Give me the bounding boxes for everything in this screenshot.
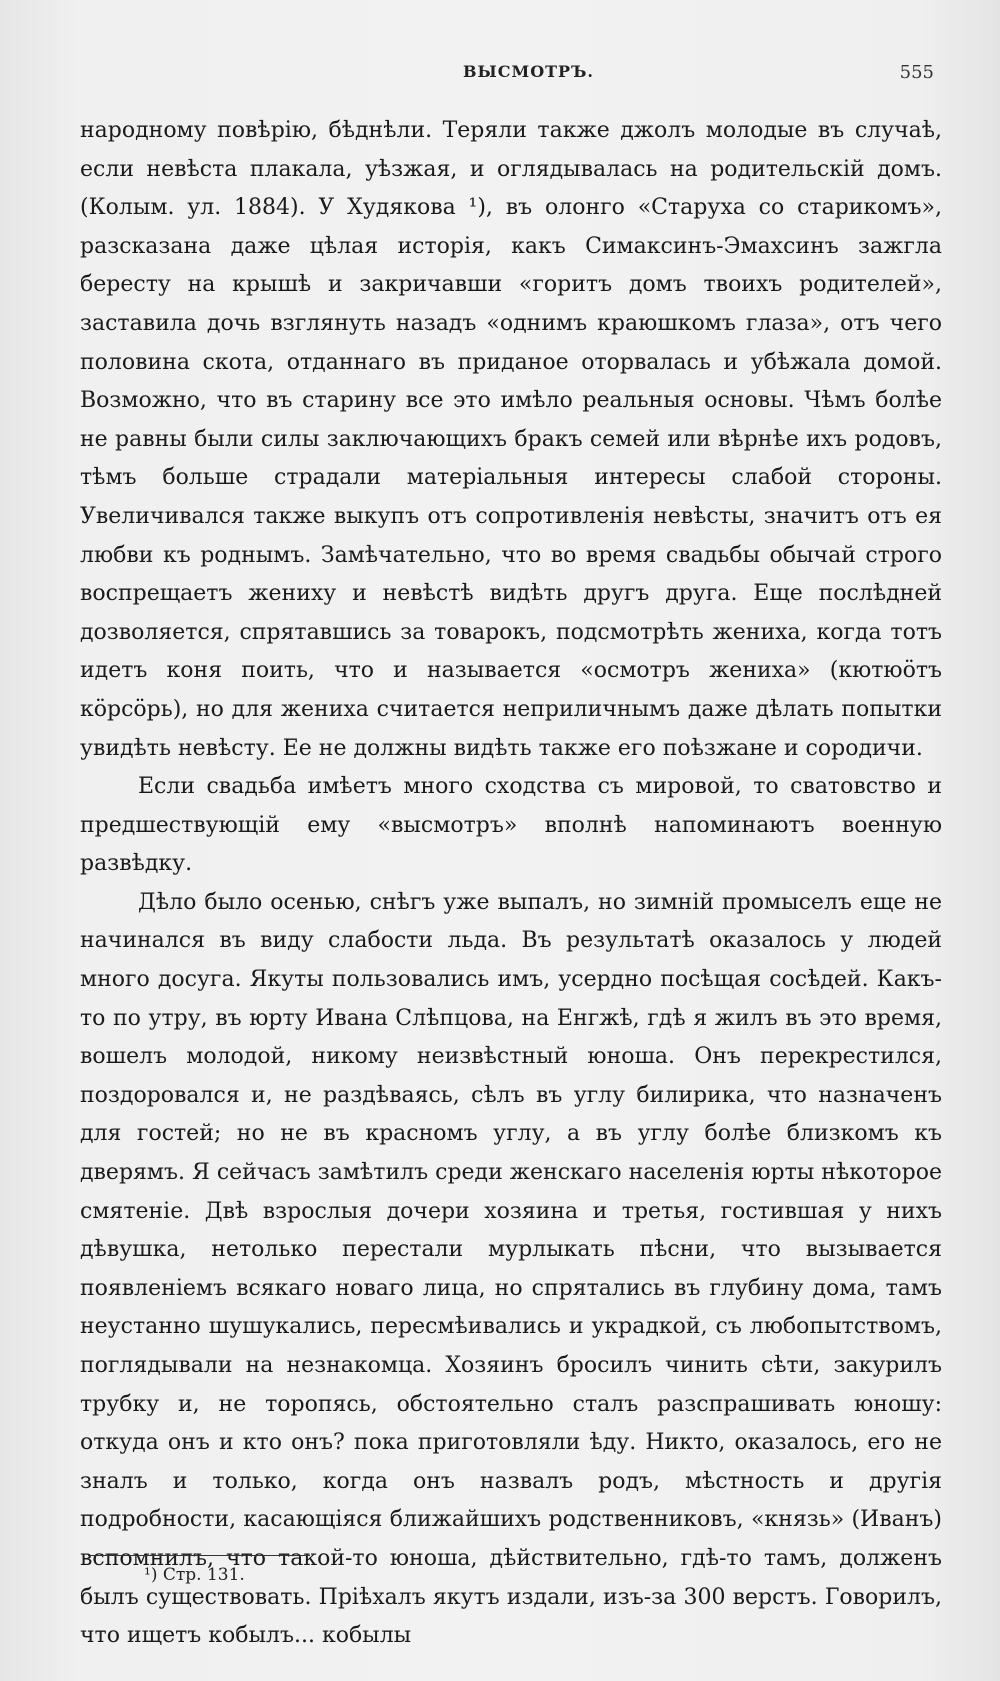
footnote-text: Стр. 131. bbox=[162, 1565, 245, 1585]
footnote bbox=[144, 1565, 245, 1585]
running-title: ВЫСМОТРЪ. bbox=[463, 62, 594, 81]
footnote-divider bbox=[88, 1555, 310, 1556]
paragraph-2: Если свадьба имѣетъ много сходства съ мировой, то сватовство и предшествующій ему «высмотръ» вполнѣ напоминаютъ военную развѣдку. bbox=[80, 774, 942, 877]
body-text bbox=[80, 112, 942, 1656]
footnote-marker: ¹) bbox=[144, 1565, 158, 1585]
page-number: 555 bbox=[899, 62, 934, 83]
paragraph-3: Дѣло было осенью, снѣгъ уже выпалъ, но зимній промыселъ еще не начинался въ виду слабости льда. Въ результатѣ оказалось у людей много досуга. Якуты пользовались имъ, усердно посѣщая сосѣдей. Какъ-то по утру, въ юрту Ивана Слѣпцова, на Енгжѣ, гдѣ я жилъ въ это время, вошелъ молодой, никому неизвѣстный юноша. Онъ перекрестился, поздоровался и, не раздѣваясь, сѣлъ въ углу билирика, что назначенъ для гостей; но не въ красномъ углу, а въ углу болѣе близкомъ къ дверямъ. Я сейчасъ замѣтилъ среди женскаго населенія юрты нѣкоторое смятеніе. Двѣ взрослыя дочери хозяина и третья, гостившая у нихъ дѣвушка, нетолько перестали мурлыкать пѣсни, что вызывается появленіемъ всякаго новаго лица, но спрятались въ глубину дома, тамъ неустанно шушукались, пересмѣивались и украдкой, съ любопытствомъ, поглядывали на незнакомца. Хозяинъ бросилъ чинить сѣти, закурилъ трубку и, не торопясь, обстоятельно сталъ разспрашивать юношу: откуда онъ и кто онъ? пока приготовляли ѣду. Никто, оказалось, его не зналъ и только, когда онъ назвалъ родъ, мѣстность и другія подробности, касающіяся ближайшихъ родственниковъ, «князь» (Иванъ) вспомнилъ, что такой-то юноша, дѣйствительно, гдѣ-то тамъ, долженъ былъ существовать. Пріѣхалъ якутъ издали, изъ-за 300 верстъ. Говорилъ, что ищетъ кобылъ... кобылы bbox=[80, 889, 942, 1649]
paragraph-1: народному повѣрію, бѣднѣли. Теряли также джолъ молодые въ случаѣ, если невѣста плакала, уѣзжая, и оглядывалась на родительскій домъ. (Колым. ул. 1884). У Худякова ¹), въ олонго «Старуха со старикомъ», разсказана даже цѣлая исторія, какъ Симаксинъ-Эмахсинъ зажгла бересту на крышѣ и закричавши «горитъ домъ твоихъ родителей», заставила дочь взглянуть назадъ «однимъ краюшкомъ глаза», отъ чего половина скота, отданнаго въ приданое оторвалась и убѣжала домой. Возможно, что въ старину все это имѣло реальныя основы. Чѣмъ болѣе не равны были силы заключающихъ бракъ семей или вѣрнѣе ихъ родовъ, тѣмъ больше страдали матеріальныя интересы слабой стороны. Увеличивался также выкупъ отъ сопротивленія невѣсты, значитъ отъ ея любви къ роднымъ. Замѣчательно, что во время свадьбы обычай строго воспрещаетъ жениху и невѣстѣ видѣть другъ друга. Еще послѣдней дозволяется, спрятавшись за товарокъ, подсмотрѣть жениха, когда тотъ идетъ коня поить, что и называется «осмотръ жениха» (кютюöтъ кöрсöрь), но для жениха считается неприличнымъ даже дѣлать попытки увидѣть невѣсту. Ее не должны видѣть также его поѣзжане и сородичи. bbox=[80, 118, 942, 761]
